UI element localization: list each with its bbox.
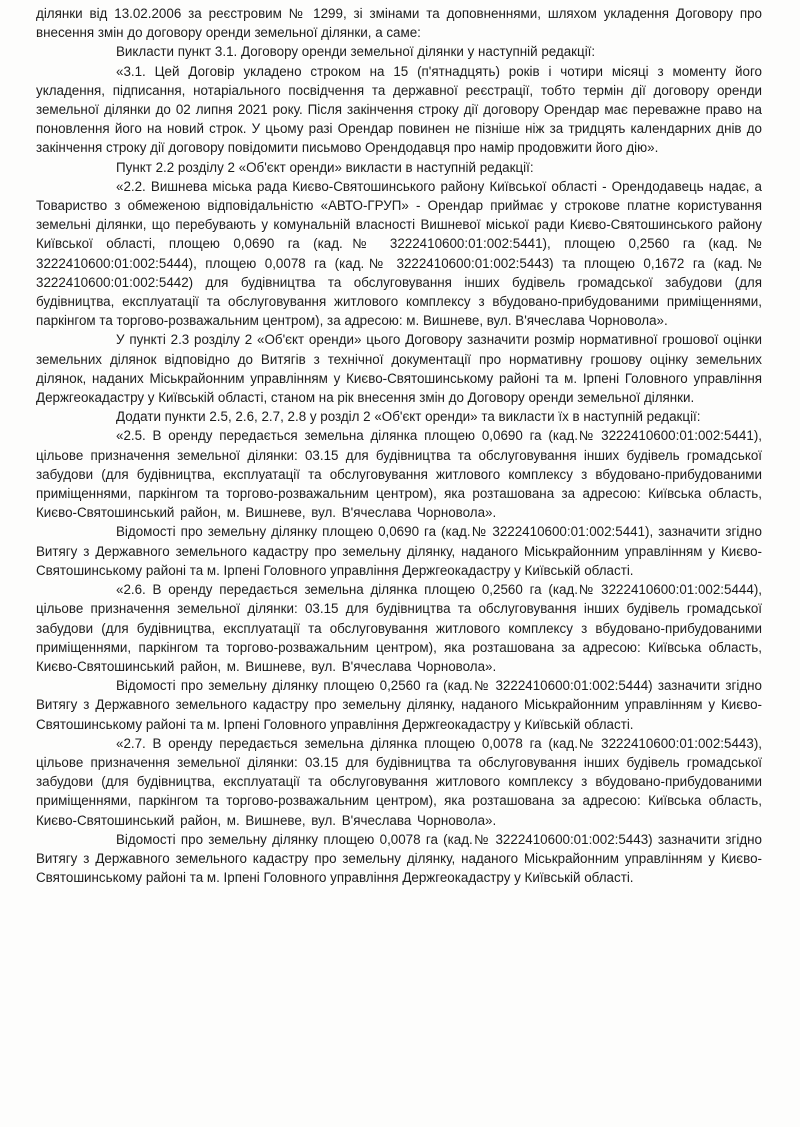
- paragraph-clause-2-6: «2.6. В оренду передається земельна ділянка площею 0,2560 га (кад.№ 3222410600:01:002:5444), цільове призначення земельної ділянки: 03.15 для будівництва та обслуговування інших будівель громадської забудови (для будівництва, експлуатації та обслуговування житлового комплексу з вбудовано-прибудованими приміщеннями, паркінгом та торгово-розважальним центром), яка розташована за адресою: Київська область, Києво-Святошинський район, м. Вишневе, вул. В'ячеслава Чорновола».: [36, 582, 762, 674]
- paragraph-clause-2-2: «2.2. Вишнева міська рада Києво-Святошинського району Київської області - Орендодавець надає, а Товариство з обмеженою відповідальністю «АВТО-ГРУП» - Орендар приймає у строкове платне користування земельні ділянки, що перебувають у комунальній власності Вишневої міської ради Києво-Святошинського району Київської області, площею 0,0690 га (кад.№ 3222410600:01:002:5441), площею 0,2560 га (кад.№ 3222410600:01:002:5444), площею 0,0078 га (кад.№ 3222410600:01:002:5443) та площею 0,1672 га (кад.№ 3222410600:01:002:5442) для будівництва та обслуговування інших будівель громадської забудови (для будівництва, експлуатації та обслуговування житлового комплексу з вбудовано-прибудованими приміщеннями, паркінгом та торгово-розважальним центром), за адресою: м. Вишневе, вул. В'ячеслава Чорновола».: [36, 178, 762, 329]
- paragraph-clause-2-7: «2.7. В оренду передається земельна ділянка площею 0,0078 га (кад.№ 3222410600:01:002:5443), цільове призначення земельної ділянки: 03.15 для будівництва та обслуговування інших будівель громадської забудови (для будівництва, експлуатації та обслуговування житлового комплексу з вбудовано-прибудованими приміщеннями, паркінгом та торгово-розважальним центром), яка розташована за адресою: Київська область, Києво-Святошинський район, м. Вишневе, вул. В'ячеслава Чорновола».: [36, 735, 762, 828]
- paragraph-intro-continuation: ділянки від 13.02.2006 за реєстровим № 1299, зі змінами та доповненнями, шляхом укладення Договору про внесення змін до договору оренди земельної ділянки, а саме:: [36, 6, 762, 41]
- paragraph-clause-2-3: У пункті 2.3 розділу 2 «Об'єкт оренди» цього Договору зазначити розмір нормативної грошової оцінки земельних ділянок відповідно до Витягів з технічної документації про нормативну грошову оцінку земельних ділянок, наданих Міськрайонним управлінням у Києво-Святошинському районі та м. Ірпені Головного управління Держгеокадастру у Київській області, станом на рік внесення змін до Договору оренди земельної ділянки.: [36, 332, 762, 406]
- paragraph-info-2-6: Відомості про земельну ділянку площею 0,2560 га (кад.№ 3222410600:01:002:5444) зазначити згідно Витягу з Державного земельного кадастру про земельну ділянку, наданого Міськрайонним управлінням у Києво-Святошинському районі та м. Ірпені Головного управління Держгеокадастру у Київській області.: [36, 678, 762, 732]
- paragraph-clause-2-5: «2.5. В оренду передається земельна ділянка площею 0,0690 га (кад.№ 3222410600:01:002:5441), цільове призначення земельної ділянки: 03.15 для будівництва та обслуговування інших будівель громадської забудови (для будівництва, експлуатації та обслуговування житлового комплексу з вбудовано-прибудованими приміщеннями, паркінгом та торгово-розважальним центром), яка розташована за адресою: Київська область, Києво-Святошинський район, м. Вишневе, вул. В'ячеслава Чорновола».: [36, 428, 762, 521]
- paragraph-clause-3-1: «3.1. Цей Договір укладено строком на 15 (п'ятнадцять) років і чотири місяці з моменту його укладення, підписання, нотаріального посвідчення та державної реєстрації, тобто термін дії договору оренди земельної ділянки до 02 липня 2021 року. Після закінчення строку дії договору Орендар має переважне право на поновлення його на новий строк. У цьому разі Орендар повинен не пізніше ніж за тридцять календарних днів до закінчення строку дії договору повідомити письмово Орендодавця про намір продовжити його дію».: [36, 63, 762, 156]
- paragraph-instruction-2-2: Пункт 2.2 розділу 2 «Об'єкт оренди» викласти в наступній редакції:: [116, 159, 534, 175]
- document-body: [36, 4, 762, 887]
- paragraph-info-2-5: Відомості про земельну ділянку площею 0,0690 га (кад.№ 3222410600:01:002:5441), зазначити згідно Витягу з Державного земельного кадастру про земельну ділянку, наданого Міськрайонним управлінням у Києво-Святошинському районі та м. Ірпені Головного управління Держгеокадастру у Київській області.: [36, 524, 762, 578]
- paragraph-info-2-7: Відомості про земельну ділянку площею 0,0078 га (кад.№ 3222410600:01:002:5443) зазначити згідно Витягу з Державного земельного кадастру про земельну ділянку, наданого Міськрайонним управлінням у Києво-Святошинському районі та м. Ірпені Головного управління Держгеокадастру у Київській області.: [36, 831, 762, 886]
- paragraph-instruction-add-points: Додати пункти 2.5, 2.6, 2.7, 2.8 у розділ 2 «Об'єкт оренди» та викласти їх в наступній редакції:: [116, 409, 701, 425]
- paragraph-instruction-3-1: Викласти пункт 3.1. Договору оренди земельної ділянки у наступній редакції:: [116, 44, 596, 60]
